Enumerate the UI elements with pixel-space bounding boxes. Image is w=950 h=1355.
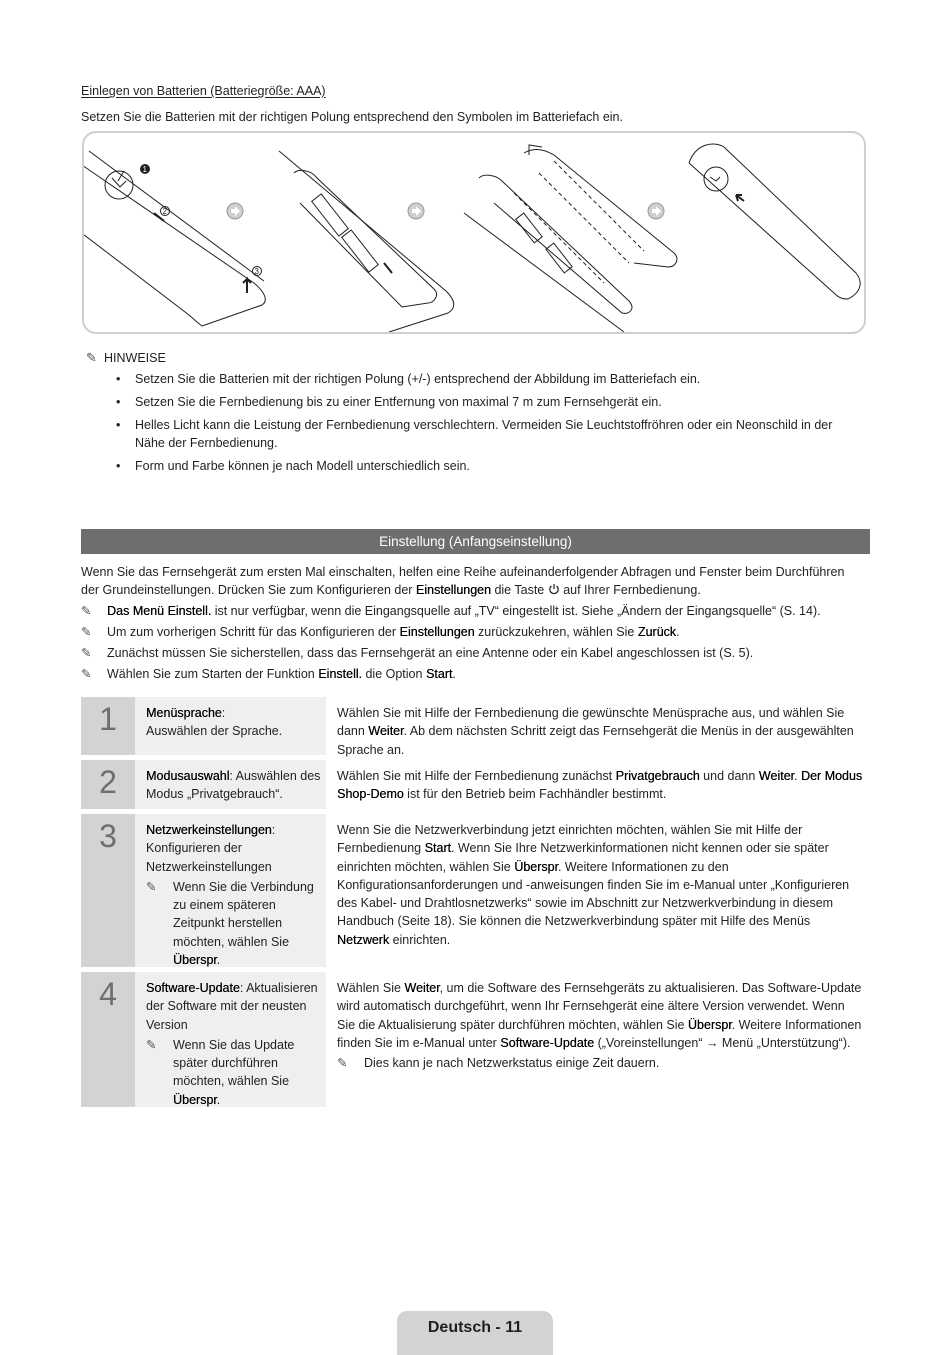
pencil-note-icon: ✎ [337, 1056, 348, 1071]
step-number: 4 [81, 972, 135, 1107]
remote-drawing-1 [84, 151, 265, 326]
remote-drawing-3 [464, 145, 677, 332]
list-item: • Helles Licht kann die Leistung der Fernbedienung verschlechtern. Vermeiden Sie Leuchtstoffröhren oder ein Neonschild in der Nähe der Fernbedienung. [107, 416, 857, 452]
list-item: • Setzen Sie die Fernbedienung bis zu einer Entfernung von maximal 7 m zum Fernsehgerät ein. [107, 393, 857, 411]
pencil-note-icon: ✎ [81, 646, 92, 660]
notes-list [107, 370, 857, 480]
step-marker-3 [253, 267, 262, 277]
section-title: Einstellung (Anfangseinstellung) [81, 529, 870, 554]
step-description: Wählen Sie Weiter, um die Software des Fernsehgeräts zu aktualisieren. Das Software-Update wird automatisch durchgeführt, wenn Ihr Fernsehgerät eine ältere Version verwendet. Wenn Sie die Aktualisierung später durchführen möchten, wählen Sie Überspr. Weitere Informationen finden Sie im e-Manual unter Software-Update („Voreinstellungen“ → Menü „Unterstützung“). ✎ Dies kann je nach Netzwerkstatus einige Zeit dauern. [337, 972, 863, 1072]
notes-label: HINWEISE [104, 351, 166, 365]
next-arrow-icon [648, 203, 664, 219]
setup-tip: ✎ Wählen Sie zum Starten der Funktion Einstell. die Option Start. [81, 667, 456, 681]
pencil-note-icon: ✎ [86, 350, 97, 365]
step-description: Wenn Sie die Netzwerkverbindung jetzt einrichten möchten, wählen Sie mit Hilfe der Fernbedienung Start. Wenn Sie Ihre Netzwerkinformationen nicht kennen oder sie später einrichten möchten, wählen Sie Überspr. Weitere Informationen zu den Konfigurationsanforderungen und -anweisungen finden Sie im e-Manual unter „Konfigurieren des Kabel- und Drahtlosnetzwerks“ sowie im Abschnitt zur Netzwerkverbindung in diesem Handbuch (Seite 18). Sie können die Netzwerkverbindung später mit Hilfe des Menüs Netzwerk einrichten. [337, 823, 850, 947]
svg-text:3: 3 [254, 267, 259, 276]
pencil-note-icon: ✎ [146, 879, 157, 894]
setup-tip: ✎ Zunächst müssen Sie sicherstellen, dass das Fernsehgerät an eine Antenne oder ein Kabel angeschlossen ist (S. 5). [81, 646, 754, 660]
setup-tip: ✎ Das Menü Einstell. ist nur verfügbar, wenn die Eingangsquelle auf „TV“ eingestellt ist. Siehe „Ändern der Eingangsquelle“ (S. 14). [81, 604, 821, 618]
svg-text:1: 1 [142, 165, 147, 174]
pencil-note-icon: ✎ [81, 667, 92, 681]
svg-text:2: 2 [162, 207, 167, 216]
step-number: 3 [81, 814, 135, 967]
step-description: Wählen Sie mit Hilfe der Fernbedienung zunächst Privatgebrauch und dann Weiter. Der Modus Shop-Demo ist für den Betrieb beim Fachhändler bestimmt. [337, 769, 863, 802]
step-label: Modusauswahl: Auswählen des Modus „Privatgebrauch“. [135, 760, 326, 809]
pencil-note-icon: ✎ [81, 604, 92, 618]
list-item: • Setzen Sie die Batterien mit der richtigen Polung (+/-) entsprechend der Abbildung im Batteriefach ein. [107, 370, 857, 388]
page-number: Deutsch - 11 [397, 1311, 553, 1355]
setup-intro: Wenn Sie das Fernsehgerät zum ersten Mal einschalten, helfen eine Reihe aufeinanderfolgender Abfragen und Fenster beim Durchführen der Grundeinstellungen. Drücken Sie zum Konfigurieren der Einstellungen die Taste auf Ihrer Fernbedienung. [81, 565, 845, 597]
setup-tip: ✎ Um zum vorherigen Schritt für das Konfigurieren der Einstellungen zurückzukehren, wählen Sie Zurück. [81, 625, 680, 639]
battery-intro: Setzen Sie die Batterien mit der richtigen Polung entsprechend den Symbolen im Batteriefach ein. [81, 110, 623, 124]
step-number: 1 [81, 697, 135, 755]
next-arrow-icon [408, 203, 424, 219]
step-label: Software-Update: Aktualisieren der Software mit der neusten Version ✎ Wenn Sie das Update später durchführen möchten, wählen Sie Überspr. [135, 972, 326, 1107]
step-marker-2 [161, 207, 170, 217]
list-item: • Form und Farbe können je nach Modell unterschiedlich sein. [107, 457, 857, 475]
battery-illustration [82, 131, 866, 334]
step-number: 2 [81, 760, 135, 809]
pencil-note-icon: ✎ [81, 625, 92, 639]
remote-drawing-4 [689, 144, 860, 299]
battery-heading: Einlegen von Batterien (Batteriegröße: AAA) [81, 84, 326, 98]
step-marker-1 [140, 164, 150, 174]
step-description: Wählen Sie mit Hilfe der Fernbedienung die gewünschte Menüsprache aus, und wählen Sie dann Weiter. Ab dem nächsten Schritt zeigt das Fernsehgerät die Menüs in der ausgewählten Sprache an. [337, 706, 854, 757]
remote-drawing-2 [279, 151, 454, 332]
step-label: Menüsprache: Auswählen der Sprache. [135, 697, 326, 755]
power-icon [548, 583, 560, 595]
next-arrow-icon [227, 203, 243, 219]
step-label: Netzwerkeinstellungen: Konfigurieren der Netzwerkeinstellungen ✎ Wenn Sie die Verbindung zu einem späteren Zeitpunkt herstellen möchten, wählen Sie Überspr. [135, 814, 326, 967]
pencil-note-icon: ✎ [146, 1037, 157, 1052]
notes-heading [86, 350, 166, 366]
